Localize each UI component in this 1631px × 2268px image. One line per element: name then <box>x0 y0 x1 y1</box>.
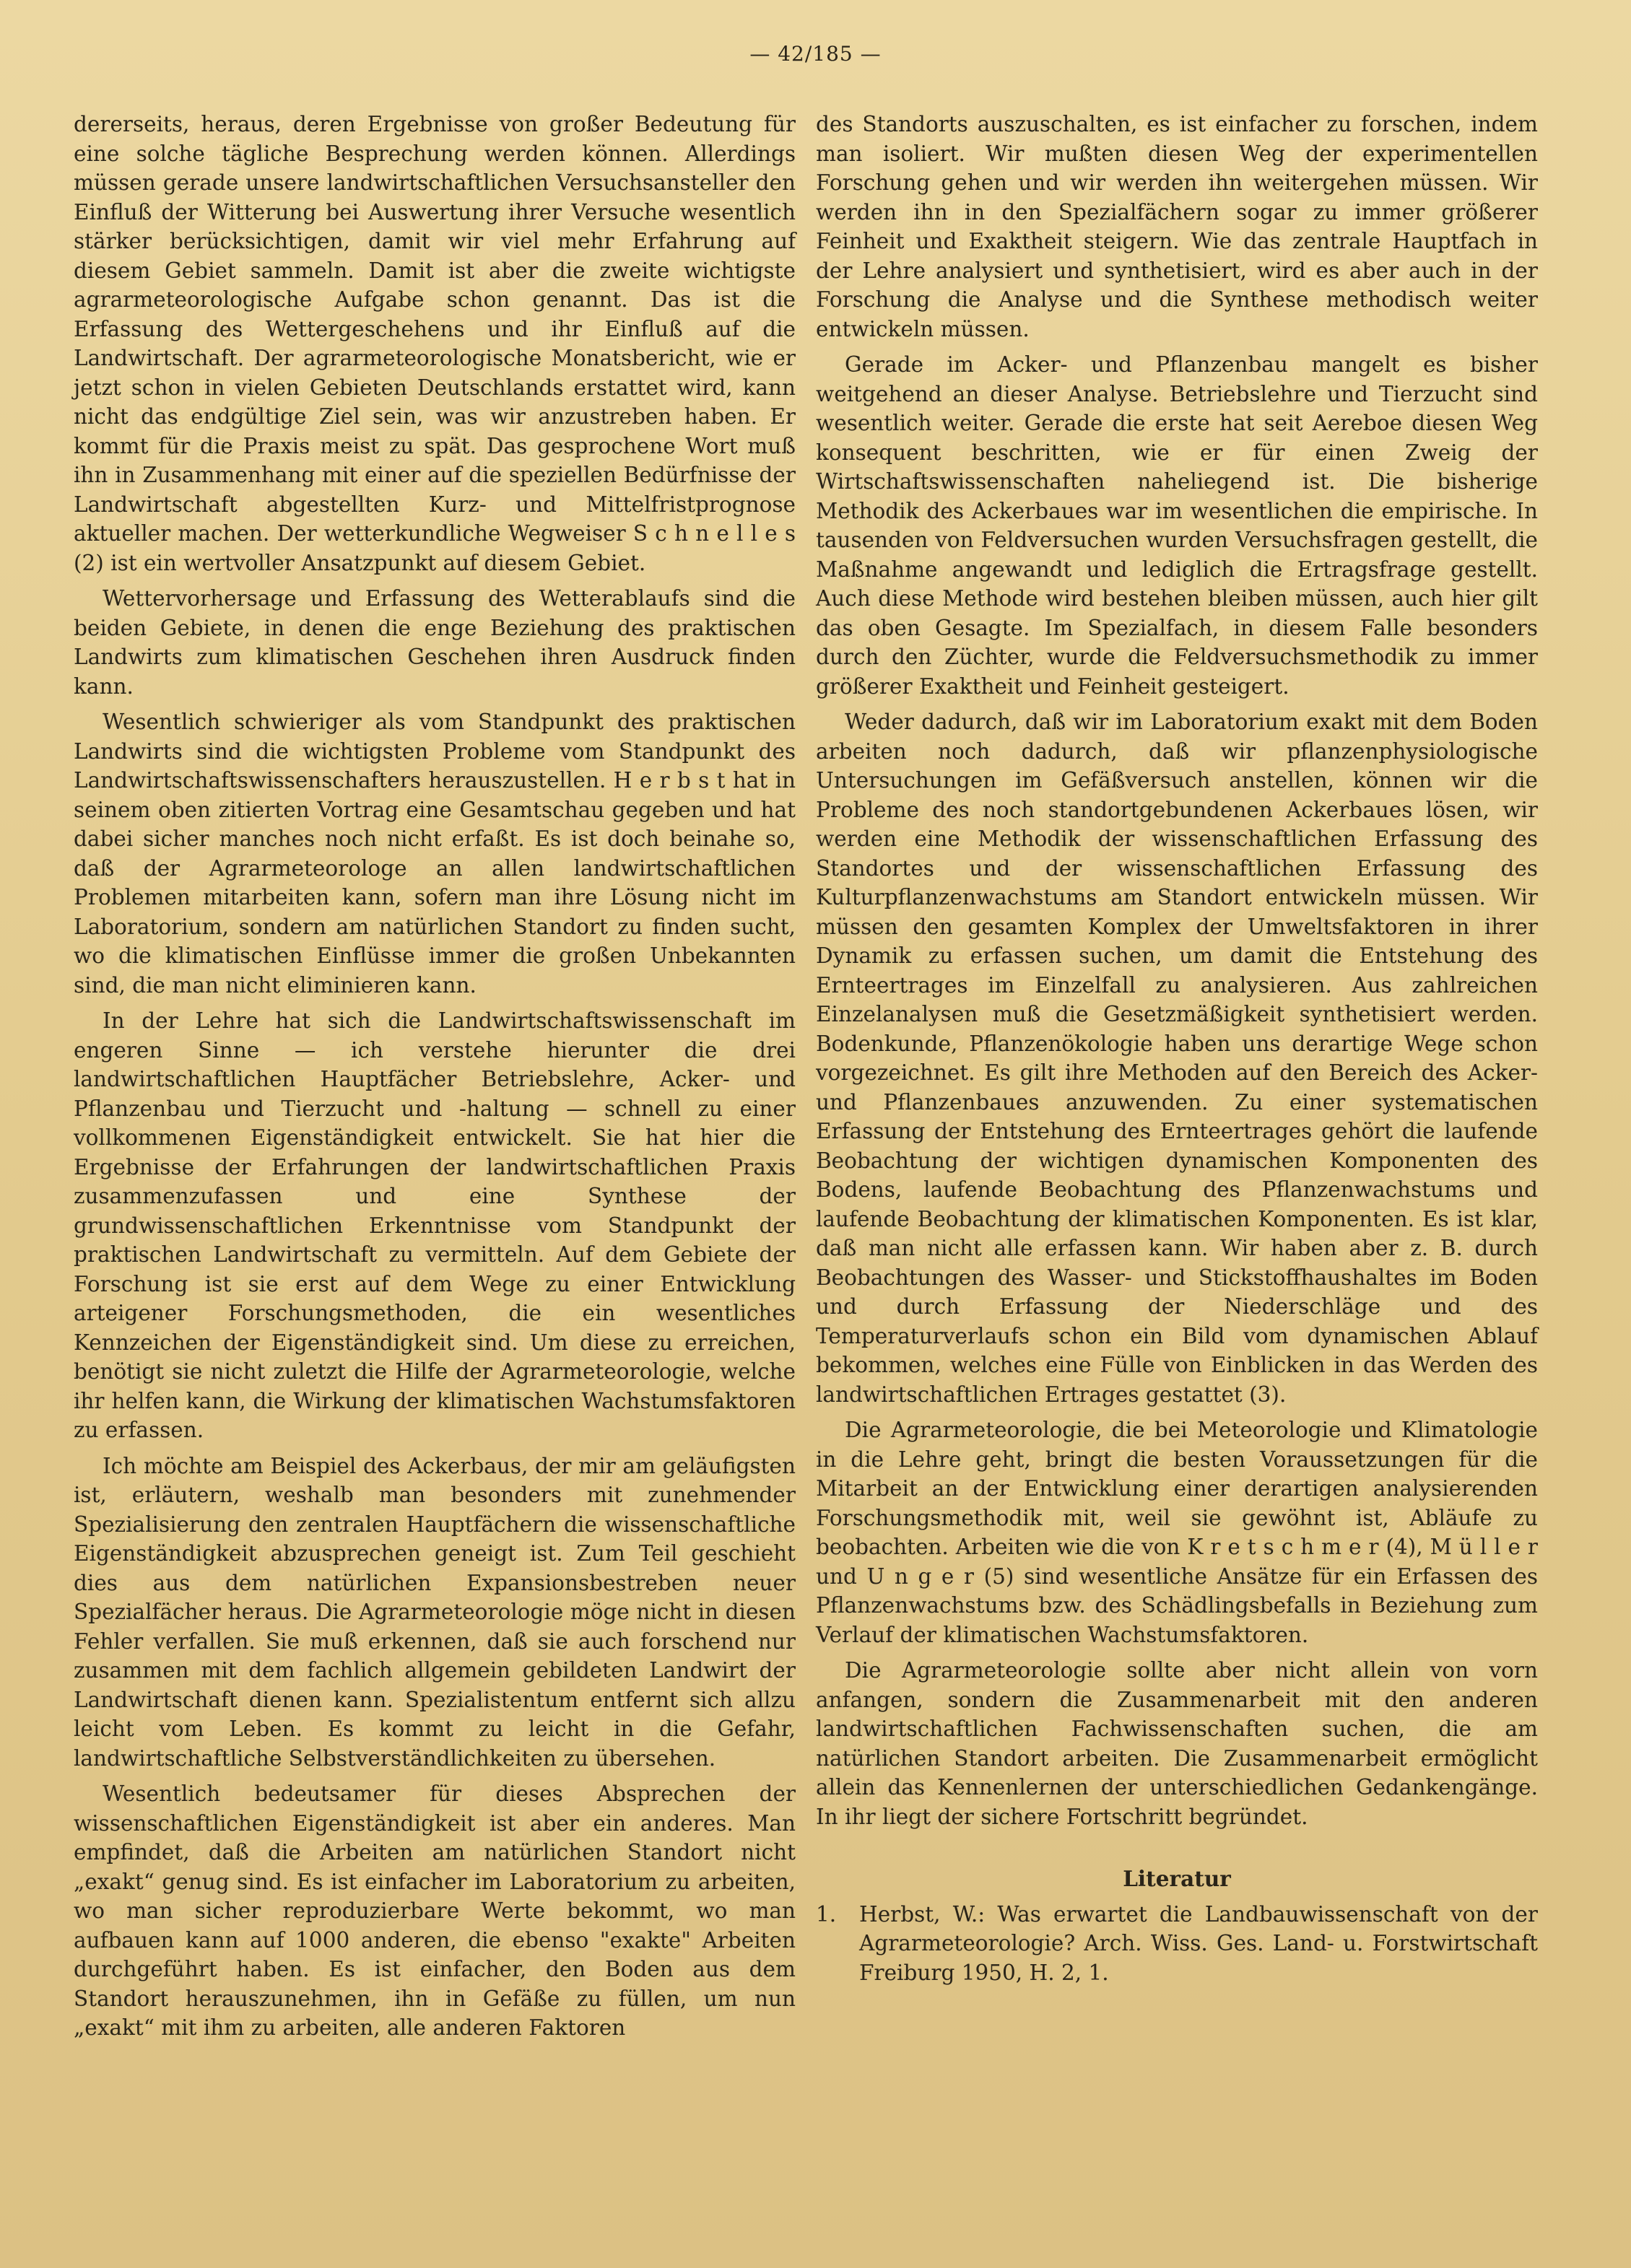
paragraph: Die Agrarmeteorologie, die bei Meteorologie und Klimatologie in die Lehre geht, bringt die besten Voraussetzungen für die Mitarbeit an der Entwicklung einer derartigen analysierenden Forschungsmethodik mit, weil sie gewöhnt ist, Abläufe zu beobachten. Arbeiten wie die von K r e t s c h m e r (4), M ü l l e r und U n g e r (5) sind wesentliche Ansätze für ein Erfassen des Pflanzenwachstums bzw. des Schädlingsbefalls in Beziehung zum Verlauf der klimatischen Wachstumsfaktoren. <box>816 1418 1538 1647</box>
paragraph: Die Agrarmeteorologie sollte aber nicht allein von vorn anfangen, sondern die Zusammenarbeit mit den anderen landwirtschaftlichen Fachwissenschaften suchen, die am natürlichen Standort arbeiten. Die Zusammenarbeit ermöglicht allein das Kennenlernen der unterschiedlichen Gedankengänge. In ihr liegt der sichere Fortschritt begründet. <box>816 1658 1538 1829</box>
literature-heading: Literatur <box>1123 1866 1231 1891</box>
left-column <box>74 110 796 2043</box>
paragraph: Wesentlich schwieriger als vom Standpunkt des praktischen Landwirts sind die wichtigsten Probleme vom Standpunkt des Landwirtschaftswissenschafters herauszustellen. H e r b s t hat in seinem oben zitierten Vortrag eine Gesamtschau gegeben und hat dabei sicher manches noch nicht erfaßt. Es ist doch beinahe so, daß der Agrarmeteorologe an allen landwirtschaftlichen Problemen mitarbeiten kann, sofern man ihre Lösung nicht im Laboratorium, sondern am natürlichen Standort zu finden sucht, wo die klimatischen Einflüsse immer die großen Unbekannten sind, die man nicht eliminieren kann. <box>74 710 796 998</box>
paragraph: Ich möchte am Beispiel des Ackerbaus, der mir am geläufigsten ist, erläutern, weshalb man besonders mit zunehmender Spezialisierung den zentralen Hauptfächern die wissenschaftliche Eigenständigkeit abzusprechen geneigt ist. Zum Teil geschieht dies aus dem natürlichen Expansionsbestreben neuer Spezialfächer heraus. Die Agrarmeteorologie möge nicht in diesen Fehler verfallen. Sie muß erkennen, daß sie auch forschend nur zusammen mit dem fachlich allgemein gebildeten Landwirt der Landwirtschaft dienen kann. Spezialistentum entfernt sich allzu leicht vom Leben. Es kommt zu leicht in die Gefahr, landwirtschaftliche Selbstverständlichkeiten zu übersehen. <box>74 1453 796 1771</box>
paragraph: Wettervorhersage und Erfassung des Wetterablaufs sind die beiden Gebiete, in denen die enge Beziehung des praktischen Landwirts zum klimatischen Geschehen ihren Ausdruck finden kann. <box>74 586 796 699</box>
reference-item <box>816 1900 1538 1988</box>
paragraph: Wesentlich bedeutsamer für dieses Absprechen der wissenschaftlichen Eigenständigkeit ist aber ein anderes. Man empfindet, daß die Arbeiten am natürlichen Standort nicht „exakt“ genug sind. Es ist einfacher im Laboratorium zu arbeiten, wo man sicher reproduzierbare Werte bekommt, wo man aufbauen kann auf 1000 anderen, die ebenso "exakte" Arbeiten durchgeführt haben. Es ist einfacher, den Boden aus dem Standort herauszunehmen, ihn in Gefäße zu füllen, um nun „exakt“ mit ihm zu arbeiten, alle anderen Faktoren <box>74 1781 796 2040</box>
paragraph: des Standorts auszuschalten, es ist einfacher zu forschen, indem man isoliert. Wir mußten diesen Weg der experimentellen Forschung gehen und wir werden ihn weitergehen müssen. Wir werden ihn in den Spezialfächern sogar zu immer größerer Feinheit und Exaktheit steigern. Wie das zentrale Hauptfach in der Lehre analysiert und synthetisiert, wird es aber auch in der Forschung die Analyse und die Synthese methodisch weiter entwickeln müssen. <box>816 112 1538 341</box>
paragraph: In der Lehre hat sich die Landwirtschaftswissenschaft im engeren Sinne — ich verstehe hierunter die drei landwirtschaftlichen Hauptfächer Betriebslehre, Acker- und Pflanzenbau und Tierzucht und -haltung — schnell zu einer vollkommenen Eigenständigkeit entwickelt. Sie hat hier die Ergebnisse der Erfahrungen der landwirtschaftlichen Praxis zusammenzufassen und eine Synthese der grundwissenschaftlichen Erkenntnisse vom Standpunkt der praktischen Landwirtschaft zu vermitteln. Auf dem Gebiete der Forschung ist sie erst auf dem Wege zu einer Entwicklung arteigener Forschungsmethoden, die ein wesentliches Kennzeichen der Eigenständigkeit sind. Um diese zu erreichen, benötigt sie nicht zuletzt die Hilfe der Agrarmeteorologie, welche ihr helfen kann, die Wirkung der klimatischen Wachstumsfaktoren zu erfassen. <box>74 1008 796 1442</box>
paragraph: Weder dadurch, daß wir im Laboratorium exakt mit dem Boden arbeiten noch dadurch, daß wir pflanzenphysiologische Untersuchungen im Gefäßversuch anstellen, können wir die Probleme des noch standortgebundenen Ackerbaues lösen, wir werden eine Methodik der wissenschaftlichen Erfassung des Standortes und der wissenschaftlichen Erfassung des Kulturpflanzenwachstums am Standort entwickeln müssen. Wir müssen den gesamten Komplex der Umweltsfaktoren in ihrer Dynamik zu erfassen suchen, um damit die Entstehung des Ernteertrages im Einzelfall zu analysieren. Aus zahlreichen Einzelanalysen muß die Gesetzmäßigkeit synthetisiert werden. Bodenkunde, Pflanzenökologie haben uns derartige Wege schon vorgezeichnet. Es gilt ihre Methoden auf den Bereich des Acker- und Pflanzenbaues anzuwenden. Zu einer systematischen Erfassung der Entstehung des Ernteertrages gehört die laufende Beobachtung der wichtigen dynamischen Komponenten des Bodens, laufende Beobachtung des Pflanzenwachstums und laufende Beobachtung der klimatischen Komponenten. Es ist klar, daß man nicht alle erfassen kann. Wir haben aber z. B. durch Beobachtungen des Wasser- und Stickstoffhaushaltes im Boden und durch Erfassung der Niederschläge und des Temperaturverlaufs schon ein Bild vom dynamischen Ablauf bekommen, welches eine Fülle von Einblicken in das Werden des landwirtschaftlichen Ertrages gestattet (3). <box>816 710 1538 1407</box>
right-column <box>816 110 1538 1987</box>
page-number: — 42/185 — <box>749 42 882 66</box>
reference-text: Herbst, W.: Was erwartet die Landbauwissenschaft von der Agrarmeteorologie? Arch. Wiss. Ges. Land- u. Forstwirtschaft Freiburg 1950, H. 2, 1. <box>859 1901 1538 1985</box>
reference-number: 1. <box>816 1901 837 1927</box>
paragraph: Gerade im Acker- und Pflanzenbau mangelt es bisher weitgehend an dieser Analyse. Betriebslehre und Tierzucht sind wesentlich weiter. Gerade die erste hat seit Aereboe diesen Weg konsequent beschritten, wie er für einen Zweig der Wirtschaftswissenschaften naheliegend ist. Die bisherige Methodik des Ackerbaues war im wesentlichen die empirische. In tausenden von Feldversuchen wurden Versuchsfragen gestellt, die Maßnahme angewandt und lediglich die Ertragsfrage gestellt. Auch diese Methode wird bestehen bleiben müssen, auch hier gilt das oben Gesagte. Im Spezialfach, in diesem Falle besonders durch den Züchter, wurde die Feldversuchsmethodik zu immer größerer Exaktheit und Feinheit gesteigert. <box>816 352 1538 699</box>
paragraph: dererseits, heraus, deren Ergebnisse von großer Bedeutung für eine solche tägliche Besprechung werden können. Allerdings müssen gerade unsere landwirtschaftlichen Versuchsansteller den Einfluß der Witterung bei Auswertung ihrer Versuche wesentlich stärker berücksichtigen, damit wir viel mehr Erfahrung auf diesem Gebiet sammeln. Damit ist aber die zweite wichtigste agrarmeteorologische Aufgabe schon genannt. Das ist die Erfassung des Wettergeschehens und ihr Einfluß auf die Landwirtschaft. Der agrarmeteorologische Monatsbericht, wie er jetzt schon in vielen Gebieten Deutschlands erstattet wird, kann nicht das endgültige Ziel sein, was wir anzustreben haben. Er kommt für die Praxis meist zu spät. Das gesprochene Wort muß ihn in Zusammenhang mit einer auf die speziellen Bedürfnisse der Landwirtschaft abgestellten Kurz- und Mittelfristprognose aktueller machen. Der wetterkundliche Wegweiser S c h n e l l e s (2) ist ein wertvoller Ansatzpunkt auf diesem Gebiet. <box>74 112 796 575</box>
